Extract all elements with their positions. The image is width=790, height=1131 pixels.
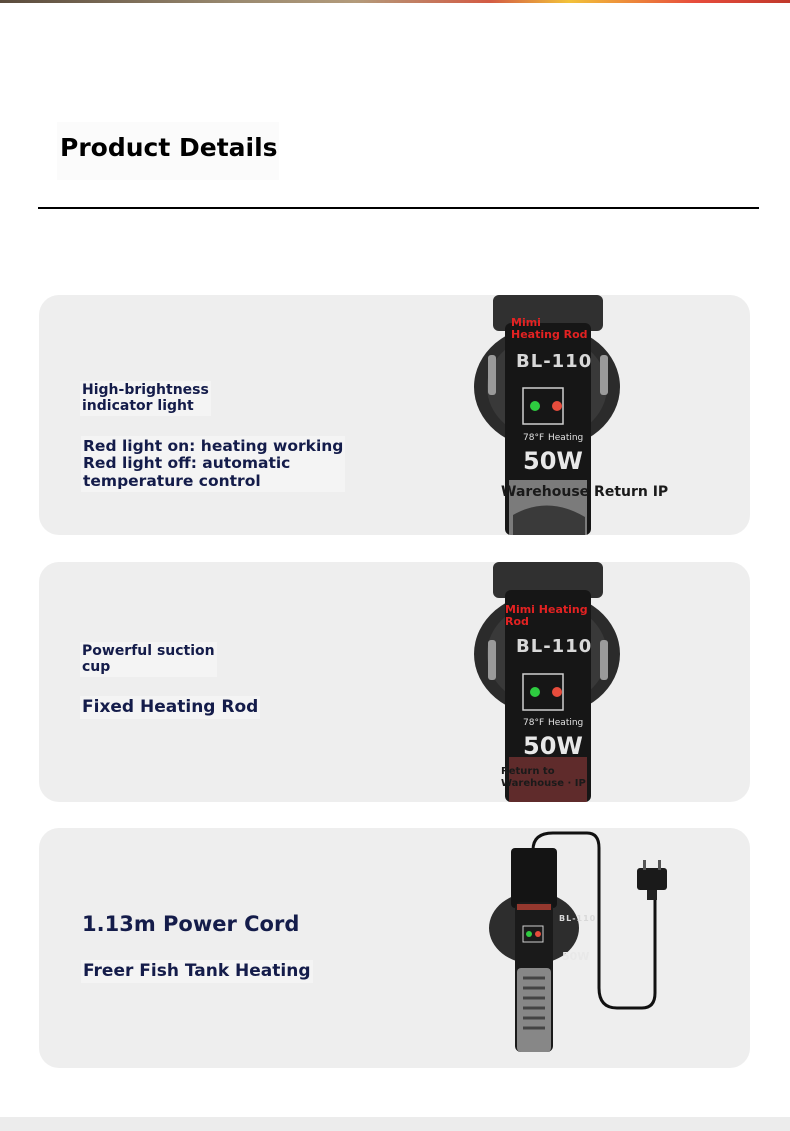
feature-description: Freer Fish Tank Heating — [81, 960, 313, 983]
temperature-readout: 78°F — [523, 433, 545, 443]
description-line: Red light off: automatic — [83, 454, 291, 473]
feature-title-line: indicator light — [82, 397, 194, 414]
heating-status: Heating — [548, 433, 584, 443]
description-line: temperature control — [83, 471, 261, 490]
feature-title — [80, 381, 211, 416]
brand-line: Mimi — [511, 316, 541, 329]
description-line: Red light on: heating working — [83, 437, 344, 455]
feature-title-line: cup — [82, 658, 111, 675]
brand-label — [505, 604, 588, 628]
wattage-label: 50W — [562, 950, 590, 963]
footer-bar — [0, 1117, 790, 1131]
wattage-label: 50W — [523, 732, 583, 760]
watermark-text: Warehouse Return IP — [501, 484, 669, 500]
feature-title — [80, 642, 217, 677]
model-number: BL-110 — [559, 914, 597, 923]
wattage-label: 50W — [523, 447, 583, 475]
feature-title-line: Powerful suction — [82, 643, 215, 659]
model-number: BL-110 — [516, 351, 593, 372]
brand-line: Heating Rod — [511, 328, 588, 342]
feature-card-suction-cup — [39, 562, 750, 802]
top-decorative-strip — [0, 0, 790, 3]
brand-line: Mimi Heating — [505, 603, 588, 616]
heater-cord-illustration — [487, 828, 727, 1068]
temperature-readout: 78°F — [523, 718, 545, 728]
heater-with-cord-image — [487, 828, 727, 1068]
heating-status: Heating — [548, 718, 584, 728]
watermark-text — [501, 766, 586, 789]
header-divider — [38, 207, 759, 209]
brand-label — [511, 317, 588, 341]
page-title: Product Details — [60, 133, 278, 162]
feature-description: Fixed Heating Rod — [80, 696, 260, 719]
feature-title: 1.13m Power Cord — [82, 912, 300, 936]
model-number: BL-110 — [516, 636, 593, 657]
watermark-line: Return to — [501, 766, 555, 777]
feature-card-power-cord — [39, 828, 750, 1068]
feature-card-indicator-light — [39, 295, 750, 535]
watermark-line: Warehouse · IP — [501, 777, 586, 789]
feature-title-line: High-brightness — [82, 382, 209, 398]
brand-line: Rod — [505, 615, 529, 629]
feature-description — [81, 436, 345, 492]
